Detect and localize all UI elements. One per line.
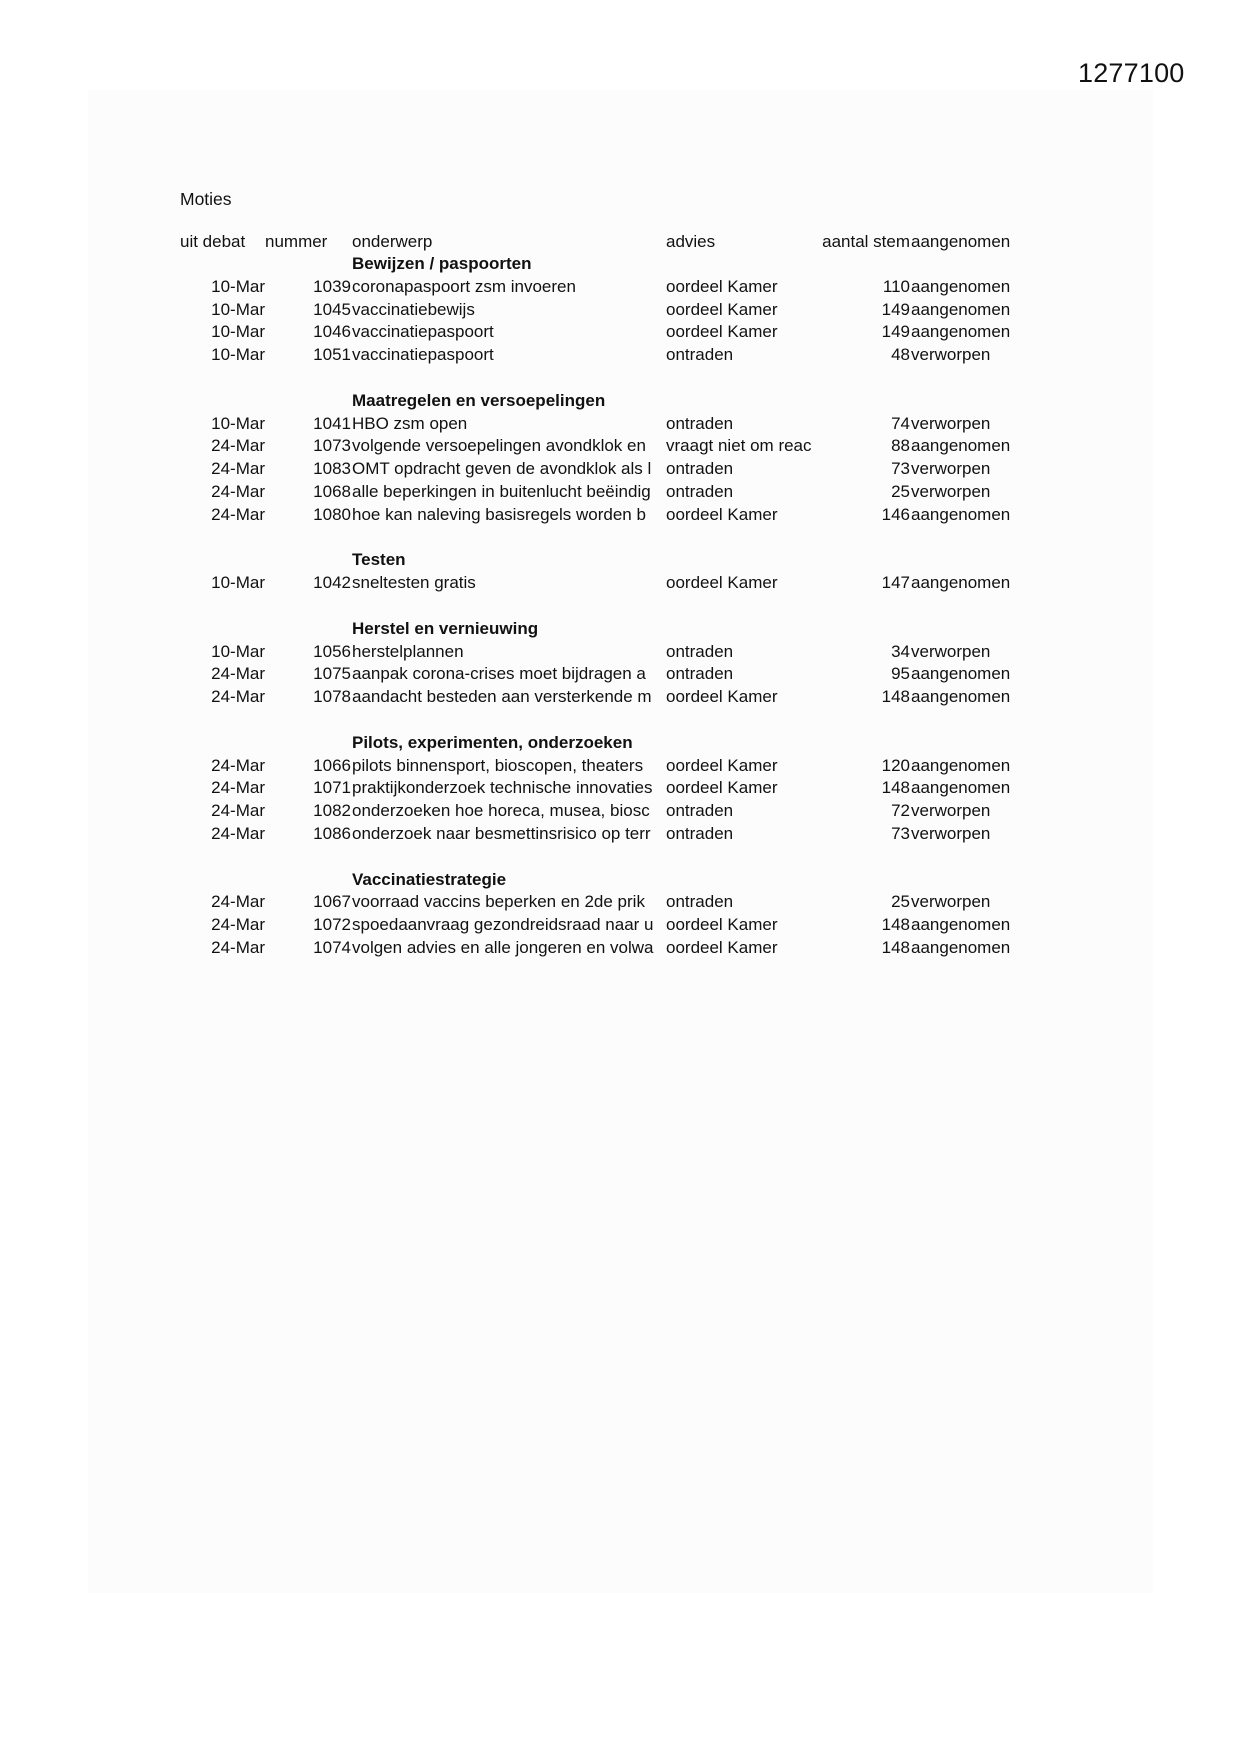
table-row [0, 800, 1241, 822]
section-title: Pilots, experimenten, onderzoeken [352, 733, 633, 752]
cell-aantal-stem: 95 [891, 664, 910, 683]
cell-nummer: 1083 [313, 459, 351, 478]
cell-onderwerp: onderzoeken hoe horeca, musea, biosc [352, 801, 650, 820]
cell-date: 24-Mar [211, 915, 265, 934]
table-row [0, 686, 1241, 708]
cell-onderwerp: OMT opdracht geven de avondklok als l [352, 459, 652, 478]
cell-advies: oordeel Kamer [666, 687, 778, 706]
cell-advies: oordeel Kamer [666, 322, 778, 341]
table-row [0, 458, 1241, 480]
table-row [0, 481, 1241, 503]
cell-date: 24-Mar [211, 756, 265, 775]
page-title: Moties [180, 189, 232, 209]
cell-aantal-stem: 88 [891, 436, 910, 455]
cell-aantal-stem: 74 [891, 414, 910, 433]
cell-onderwerp: sneltesten gratis [352, 573, 476, 592]
table-row [0, 276, 1241, 298]
cell-date: 10-Mar [211, 414, 265, 433]
cell-uitslag: aangenomen [911, 300, 1011, 319]
cell-advies: ontraden [666, 642, 734, 661]
table-row [0, 504, 1241, 526]
cell-date: 24-Mar [211, 482, 265, 501]
cell-onderwerp: vaccinatiebewijs [352, 300, 475, 319]
cell-nummer: 1056 [313, 642, 351, 661]
header-advies: advies [666, 232, 716, 251]
cell-advies: ontraden [666, 892, 734, 911]
cell-nummer: 1078 [313, 687, 351, 706]
cell-date: 10-Mar [211, 573, 265, 592]
cell-aantal-stem: 48 [891, 345, 910, 364]
cell-onderwerp: onderzoek naar besmettinsrisico op terr [352, 824, 651, 843]
document-id: 1277100 [1078, 58, 1185, 88]
cell-nummer: 1051 [313, 345, 351, 364]
cell-aantal-stem: 148 [881, 915, 910, 934]
cell-advies: ontraden [666, 459, 734, 478]
section-heading [0, 390, 1241, 412]
cell-uitslag: aangenomen [911, 778, 1011, 797]
cell-nummer: 1086 [313, 824, 351, 843]
cell-uitslag: aangenomen [911, 436, 1011, 455]
cell-aantal-stem: 148 [881, 938, 910, 957]
cell-date: 24-Mar [211, 801, 265, 820]
cell-nummer: 1039 [313, 277, 351, 296]
table-row [0, 891, 1241, 913]
cell-nummer: 1074 [313, 938, 351, 957]
table-row [0, 435, 1241, 457]
cell-nummer: 1075 [313, 664, 351, 683]
section-title: Herstel en vernieuwing [352, 619, 539, 638]
cell-onderwerp: HBO zsm open [352, 414, 468, 433]
cell-date: 24-Mar [211, 824, 265, 843]
cell-aantal-stem: 146 [881, 505, 910, 524]
table-row [0, 663, 1241, 685]
cell-advies: vraagt niet om reac [666, 436, 812, 455]
cell-date: 10-Mar [211, 642, 265, 661]
cell-onderwerp: praktijkonderzoek technische innovaties [352, 778, 653, 797]
cell-advies: oordeel Kamer [666, 756, 778, 775]
table-header [0, 231, 1241, 253]
section-title: Maatregelen en versoepelingen [352, 391, 606, 410]
cell-aantal-stem: 149 [881, 300, 910, 319]
cell-nummer: 1067 [313, 892, 351, 911]
section-heading [0, 549, 1241, 571]
cell-date: 10-Mar [211, 345, 265, 364]
cell-date: 24-Mar [211, 459, 265, 478]
cell-uitslag: verworpen [911, 824, 991, 843]
cell-aantal-stem: 148 [881, 687, 910, 706]
header-nummer: nummer [265, 232, 328, 251]
section-heading [0, 618, 1241, 640]
cell-aantal-stem: 120 [881, 756, 910, 775]
cell-onderwerp: volgende versoepelingen avondklok en [352, 436, 646, 455]
section-heading [0, 253, 1241, 275]
section-heading [0, 732, 1241, 754]
cell-advies: oordeel Kamer [666, 938, 778, 957]
cell-uitslag: verworpen [911, 482, 991, 501]
cell-uitslag: aangenomen [911, 664, 1011, 683]
cell-date: 24-Mar [211, 778, 265, 797]
cell-date: 10-Mar [211, 300, 265, 319]
cell-nummer: 1046 [313, 322, 351, 341]
cell-date: 24-Mar [211, 436, 265, 455]
cell-date: 24-Mar [211, 938, 265, 957]
cell-nummer: 1042 [313, 573, 351, 592]
cell-onderwerp: voorraad vaccins beperken en 2de prik [352, 892, 645, 911]
cell-advies: oordeel Kamer [666, 778, 778, 797]
cell-uitslag: verworpen [911, 892, 991, 911]
cell-advies: ontraden [666, 345, 734, 364]
cell-aantal-stem: 34 [891, 642, 910, 661]
table-row [0, 572, 1241, 594]
cell-advies: oordeel Kamer [666, 300, 778, 319]
section-title: Testen [352, 550, 406, 569]
cell-onderwerp: vaccinatiepaspoort [352, 322, 494, 341]
cell-uitslag: verworpen [911, 414, 991, 433]
cell-aantal-stem: 72 [891, 801, 910, 820]
cell-uitslag: aangenomen [911, 915, 1011, 934]
table-row [0, 321, 1241, 343]
cell-uitslag: aangenomen [911, 322, 1011, 341]
cell-onderwerp: aandacht besteden aan versterkende m [352, 687, 652, 706]
table-row [0, 823, 1241, 845]
cell-uitslag: verworpen [911, 642, 991, 661]
table-row [0, 641, 1241, 663]
cell-advies: ontraden [666, 801, 734, 820]
cell-advies: ontraden [666, 414, 734, 433]
cell-onderwerp: hoe kan naleving basisregels worden b [352, 505, 646, 524]
cell-onderwerp: volgen advies en alle jongeren en volwa [352, 938, 654, 957]
cell-nummer: 1041 [313, 414, 351, 433]
cell-date: 10-Mar [211, 277, 265, 296]
cell-uitslag: aangenomen [911, 505, 1011, 524]
cell-uitslag: aangenomen [911, 687, 1011, 706]
cell-onderwerp: herstelplannen [352, 642, 464, 661]
cell-aantal-stem: 73 [891, 824, 910, 843]
cell-nummer: 1072 [313, 915, 351, 934]
cell-aantal-stem: 25 [891, 482, 910, 501]
cell-date: 24-Mar [211, 505, 265, 524]
cell-advies: ontraden [666, 824, 734, 843]
cell-uitslag: verworpen [911, 345, 991, 364]
cell-nummer: 1071 [313, 778, 351, 797]
cell-uitslag: verworpen [911, 801, 991, 820]
table-row [0, 413, 1241, 435]
cell-aantal-stem: 147 [881, 573, 910, 592]
cell-advies: oordeel Kamer [666, 505, 778, 524]
cell-advies: oordeel Kamer [666, 915, 778, 934]
cell-onderwerp: coronapaspoort zsm invoeren [352, 277, 576, 296]
cell-aantal-stem: 25 [891, 892, 910, 911]
section-heading [0, 869, 1241, 891]
cell-nummer: 1068 [313, 482, 351, 501]
header-uit-debat: uit debat [180, 232, 246, 251]
header-aangenomen: aangenomen [911, 232, 1011, 251]
cell-uitslag: aangenomen [911, 756, 1011, 775]
cell-date: 10-Mar [211, 322, 265, 341]
cell-uitslag: aangenomen [911, 277, 1011, 296]
table-row [0, 777, 1241, 799]
cell-onderwerp: aanpak corona-crises moet bijdragen a [352, 664, 646, 683]
cell-date: 24-Mar [211, 664, 265, 683]
cell-onderwerp: alle beperkingen in buitenlucht beëindig [352, 482, 651, 501]
cell-date: 24-Mar [211, 892, 265, 911]
header-aantal-stem: aantal stem [822, 232, 910, 251]
section-title: Bewijzen / paspoorten [352, 254, 532, 273]
cell-nummer: 1082 [313, 801, 351, 820]
cell-advies: ontraden [666, 482, 734, 501]
cell-aantal-stem: 148 [881, 778, 910, 797]
cell-advies: ontraden [666, 664, 734, 683]
table-row [0, 914, 1241, 936]
cell-aantal-stem: 149 [881, 322, 910, 341]
cell-nummer: 1066 [313, 756, 351, 775]
cell-uitslag: aangenomen [911, 573, 1011, 592]
cell-onderwerp: spoedaanvraag gezondreidsraad naar u [352, 915, 654, 934]
cell-uitslag: verworpen [911, 459, 991, 478]
table-row [0, 299, 1241, 321]
table-row [0, 937, 1241, 959]
cell-date: 24-Mar [211, 687, 265, 706]
cell-aantal-stem: 73 [891, 459, 910, 478]
table-row [0, 344, 1241, 366]
cell-nummer: 1045 [313, 300, 351, 319]
cell-advies: oordeel Kamer [666, 277, 778, 296]
section-title: Vaccinatiestrategie [352, 870, 507, 889]
cell-onderwerp: pilots binnensport, bioscopen, theaters [352, 756, 644, 775]
cell-uitslag: aangenomen [911, 938, 1011, 957]
cell-nummer: 1073 [313, 436, 351, 455]
cell-onderwerp: vaccinatiepaspoort [352, 345, 494, 364]
cell-advies: oordeel Kamer [666, 573, 778, 592]
cell-aantal-stem: 110 [882, 277, 910, 296]
table-row [0, 755, 1241, 777]
cell-nummer: 1080 [313, 505, 351, 524]
header-onderwerp: onderwerp [352, 232, 433, 251]
